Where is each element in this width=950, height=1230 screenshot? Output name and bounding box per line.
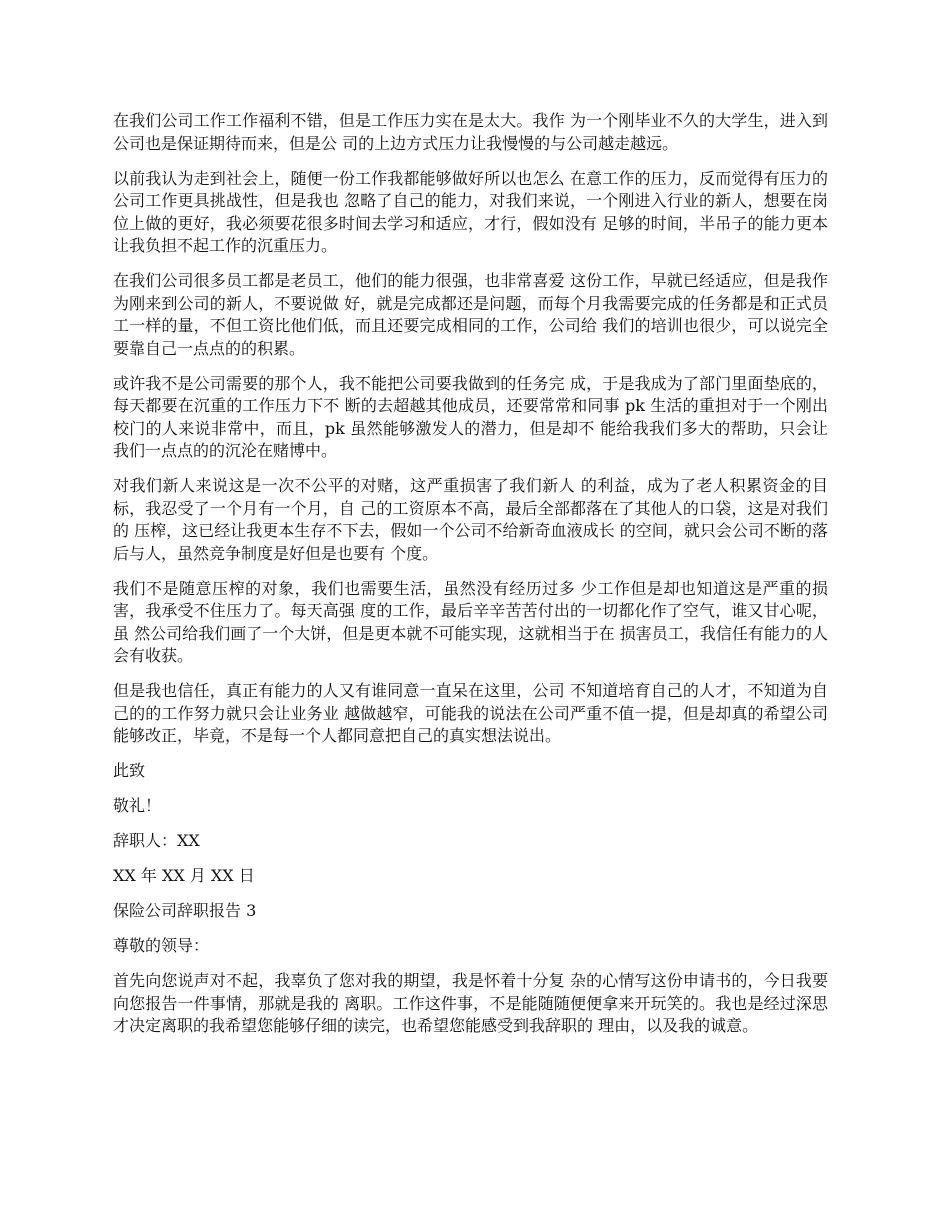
paragraph-body: 以前我认为走到社会上，随便一份工作我都能够做好所以也怎么 在意工作的压力，反而觉得有压力的公司工作更具挑战性，但是我也 忽略了自己的能力，对我们来说，一个刚进入行业的新人，想要在岗 位上做的更好，我必须要花很多时间去学习和适应，才行，假如没有 足够的时间，半吊子的能力更本让我负担不起工作的沉重压力。 [113,168,828,255]
paragraph-body: 在我们公司工作工作福利不错，但是工作压力实在是太大。我作 为一个刚毕业不久的大学生，进入到公司也是保证期待而来，但是公 司的上边方式压力让我慢慢的与公司越走越远。 [113,111,828,153]
closing-regards: 敬礼！ [113,796,162,815]
paragraph-body: 或许我不是公司需要的那个人，我不能把公司要我做到的任务完 成，于是我成为了部门里面垫底的，每天都要在沉重的工作压力下不 断的去超越其他成员，还要常常和同事 pk 生活的重担对于一个刚出 校门的人来说非常中，而且，pk 虽然能够激发人的潜力，但是却不 能给我我们多大的帮助，只会让我们一点点的的沉沦在赌博中。 [113,373,828,460]
signature-line: 辞职人：XX [113,831,200,850]
paragraph-body: 我们不是随意压榨的对象，我们也需要生活，虽然没有经历过多 少工作但是却也知道这是严重的损害，我承受不住压力了。每天高强 度的工作，最后辛辛苦苦付出的一切都化作了空气，谁又甘心呢，虽 然公司给我们画了一个大饼，但是更本就不可能实现，这就相当于在 损害员工，我信任有能力的人会有收获。 [113,578,828,665]
document-body [113,110,828,1050]
paragraph-body: 在我们公司很多员工都是老员工，他们的能力很强，也非常喜爱 这份工作，早就已经适应，但是我作为刚来到公司的新人，不要说做 好，就是完成都还是问题，而每个月我需要完成的任务都是和正式员 工一样的量，不但工资比他们低，而且还要完成相同的工作，公司给 我们的培训也很少，可以说完全要靠自己一点点的的积累。 [113,271,828,358]
section-title: 保险公司辞职报告 3 [113,901,257,920]
closing-salutation: 此致 [113,761,146,780]
paragraph-body: 但是我也信任，真正有能力的人又有谁同意一直呆在这里，公司 不知道培育自己的人才，不知道为自己的的工作努力就只会让业务业 越做越窄，可能我的说法在公司严重不值一提，但是却真的希望公司 能够改正，毕竟，不是每一个人都同意把自己的真实想法说出。 [113,681,828,745]
date-line: XX 年 XX 月 XX 日 [113,866,255,885]
letter-greeting: 尊敬的领导： [113,936,210,955]
paragraph-body: 对我们新人来说这是一次不公平的对赌，这严重损害了我们新人 的利益，成为了老人积累资金的目标，我忍受了一个月有一个月，自 己的工资原本不高，最后全部都落在了其他人的口袋，这是对我们的 压榨，这已经让我更本生存不下去，假如一个公司不给新奇血液成长 的空间，就只会公司不断的落后与人，虽然竞争制度是好但是也要有 个度。 [113,476,828,563]
paragraph-body: 首先向您说声对不起，我辜负了您对我的期望，我是怀着十分复 杂的心情写这份申请书的，今日我要向您报告一件事情，那就是我的 离职。工作这件事，不是能随随便便拿来开玩笑的。我也是经过深思 才决定离职的我希望您能够仔细的读完，也希望您能感受到我辞职的 理由，以及我的诚意。 [113,971,828,1035]
